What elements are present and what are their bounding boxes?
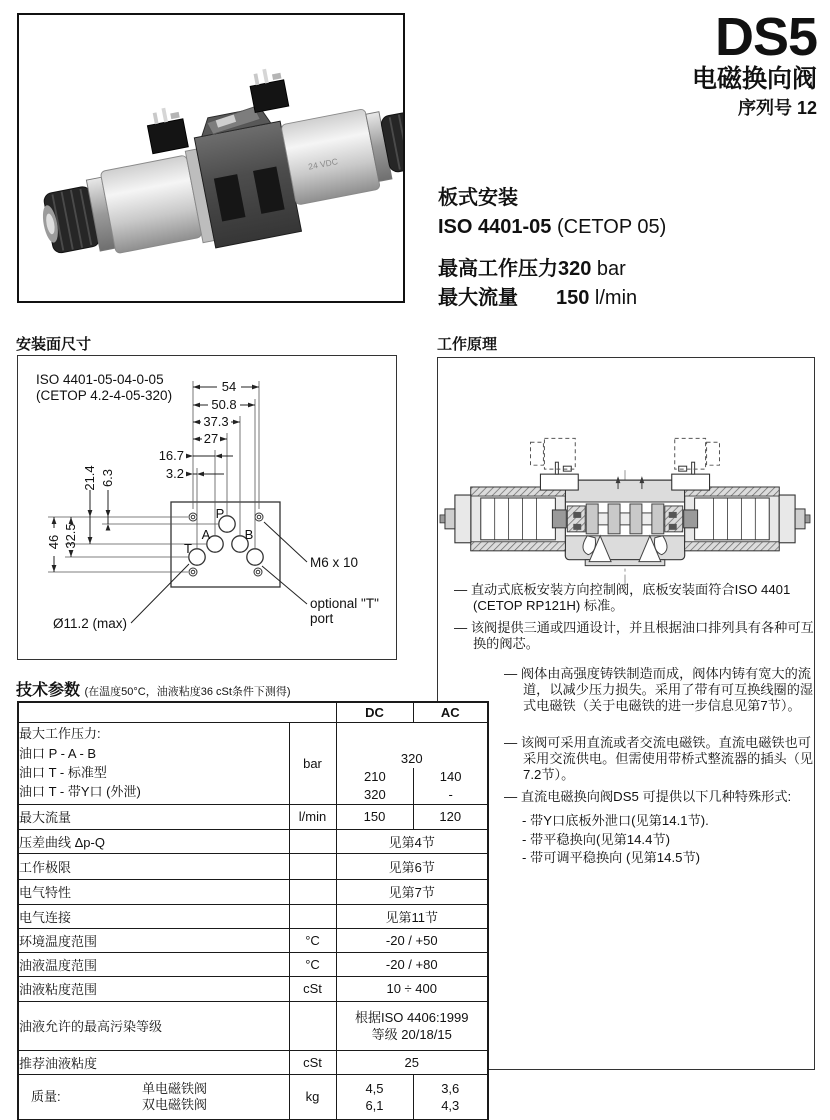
row-ac-value: 120 — [413, 804, 488, 829]
pressure-t-std-values — [337, 768, 488, 786]
flow-label: 最大流量 — [438, 287, 518, 309]
dim-32-5: 32.5 — [63, 523, 78, 549]
row-value: -20 / +80 — [336, 952, 488, 976]
m6-label: M6 x 10 — [310, 555, 359, 570]
row-value: -20 / +50 — [336, 928, 488, 952]
row-unit: cSt — [289, 1050, 336, 1074]
row-label: 电气特性 — [18, 879, 289, 904]
table-header-row — [18, 702, 488, 722]
row-label: 油液温度范围 — [18, 952, 289, 976]
mass-label: 质量: — [31, 1088, 61, 1104]
row-label: 最大流量 — [18, 804, 289, 829]
mounting-dimension-drawing — [18, 356, 396, 659]
bullet-marker: — — [504, 735, 518, 750]
table-row — [18, 904, 488, 928]
pressure-unit: bar — [591, 258, 626, 280]
dim-16-7: 16.7 — [158, 448, 184, 463]
mass-ac-single: 3,6 — [441, 1080, 460, 1096]
special-form-item: - 带平稳换向(见第14.4节) — [522, 831, 671, 847]
dim-46: 46 — [46, 534, 61, 550]
mass-ac-values — [413, 1074, 488, 1120]
table-row — [18, 879, 488, 904]
value-cell: 140 — [413, 768, 487, 786]
contamination-value — [337, 1009, 488, 1043]
pressure-t-y-values — [337, 786, 488, 804]
pressure-value: 320 — [558, 258, 592, 280]
standard-code: ISO 4401-05 — [438, 216, 552, 238]
row-dc-value: 150 — [336, 804, 413, 829]
right-end-cap — [779, 495, 795, 543]
special-forms-list — [522, 812, 709, 868]
mass-dc-single: 4,5 — [365, 1080, 384, 1096]
principle-section-title: 工作原理 — [437, 336, 498, 353]
right-armature — [684, 510, 698, 528]
dim-3-2: 3.2 — [165, 466, 184, 481]
row-value: 见第7节 — [336, 879, 488, 904]
cetop-code-label: (CETOP 4.2-4-05-320) — [36, 388, 173, 403]
row-unit: l/min — [289, 804, 336, 829]
contamination-line1: 根据ISO 4406:1999 — [355, 1009, 469, 1025]
mass-sublabels — [142, 1081, 207, 1114]
left-connector-section — [540, 474, 578, 490]
flow-value: 150 — [556, 287, 590, 309]
pressure-row-pab: 油口 P - A - B — [19, 745, 97, 761]
row-value: 25 — [336, 1050, 488, 1074]
table-row — [18, 952, 488, 976]
principle-bullet — [454, 620, 817, 652]
mass-double-label: 双电磁铁阀 — [142, 1097, 208, 1112]
port-b-label: B — [244, 527, 254, 542]
dim-37-3: 37.3 — [203, 414, 229, 429]
bullet-text: 该阀提供三通或四通设计，并且根据油口排列具有各种可互换的阀芯。 — [470, 620, 814, 651]
row-unit — [289, 904, 336, 928]
intro-block — [438, 184, 666, 313]
value-cell: 210 — [364, 769, 386, 784]
row-unit: °C — [289, 952, 336, 976]
optional-t-label-2: port — [310, 611, 334, 626]
specs-section-title — [16, 677, 291, 700]
mass-dc-double: 6,1 — [365, 1097, 384, 1113]
mass-label-cell — [18, 1074, 289, 1120]
row-unit: cSt — [289, 976, 336, 1001]
model-title: DS5 — [714, 7, 817, 67]
header-ac: AC — [413, 702, 488, 722]
mounting-drawing-frame — [17, 355, 397, 660]
table-row — [18, 976, 488, 1001]
dim-54: 54 — [221, 379, 237, 394]
pressure-label: 最高工作压力 — [438, 258, 558, 280]
pressure-values-cell — [336, 722, 488, 804]
bullet-marker: — — [504, 666, 518, 681]
iso-code-label: ISO 4401-05-04-0-05 — [36, 372, 164, 387]
mounting-standard — [438, 213, 666, 242]
row-value: 见第6节 — [336, 853, 488, 879]
bullet-text: 直动式底板安装方向控制阀，底板安装面符合ISO 4401 (CETOP RP121H) 标准。 — [470, 582, 791, 613]
bullet-text: 该阀可采用直流或者交流电磁铁。直流电磁铁也可采用交流供电。但需使用带桥式整流器的插头（见7.2节）。 — [520, 735, 814, 782]
right-plug-outline — [675, 438, 706, 469]
valve-photo-group — [23, 41, 403, 279]
row-value: 见第4节 — [336, 829, 488, 853]
row-unit — [289, 853, 336, 879]
bullet-marker: — — [454, 582, 468, 597]
coil-voltage-label: 24 VDC — [307, 156, 339, 172]
special-form-item: - 带Y口底板外泄口(见第14.1节). — [522, 813, 709, 828]
row-label: 电气连接 — [18, 904, 289, 928]
header-dc: DC — [336, 702, 413, 722]
standard-cetop: (CETOP 05) — [551, 216, 667, 238]
diameter-label: Ø11.2 (max) — [52, 616, 127, 631]
pressure-row-t-std: 油口 T - 标准型 — [19, 765, 107, 780]
principle-bullet — [454, 582, 817, 614]
specs-title-text: 技术参数 — [16, 682, 81, 699]
optional-t-circle — [247, 549, 263, 565]
max-flow-line — [438, 284, 666, 313]
row-label: 推荐油液粘度 — [18, 1050, 289, 1074]
optional-t-label-1: optional "T" — [310, 596, 379, 611]
principle-bullet — [504, 735, 819, 783]
left-end-cap — [455, 495, 471, 543]
table-row — [18, 829, 488, 853]
pressure-unit-cell: bar — [289, 722, 336, 804]
row-value: 10 ÷ 400 — [336, 976, 488, 1001]
row-unit — [289, 879, 336, 904]
value-cell: - — [413, 786, 487, 804]
port-a-label: A — [201, 527, 211, 542]
valve-section-diagram — [438, 394, 812, 606]
row-value: 见第11节 — [336, 904, 488, 928]
bullet-marker: — — [454, 620, 468, 635]
specs-title-note: (在温度50°C，油液粘度36 cSt条件下测得) — [84, 686, 291, 698]
product-name: 电磁换向阀 — [691, 65, 817, 93]
pressure-row-t-y: 油口 T - 带Y口 (外泄) — [19, 784, 141, 800]
dim-21-4: 21.4 — [82, 465, 97, 491]
header-empty-cell — [18, 702, 336, 722]
pressure-title: 最大工作压力: — [19, 726, 101, 742]
left-connector — [147, 119, 188, 154]
principle-frame — [437, 357, 815, 1070]
mounting-section-title: 安装面尺寸 — [16, 336, 92, 353]
mass-ac-double: 4,3 — [441, 1097, 460, 1113]
flow-unit: l/min — [589, 287, 638, 309]
brand-block — [691, 7, 817, 119]
max-pressure-line — [438, 255, 666, 284]
table-row-contamination — [18, 1001, 488, 1050]
row-label: 油液粘度范围 — [18, 976, 289, 1001]
port-t-label: T — [184, 541, 192, 556]
left-solenoid-tube — [100, 155, 202, 254]
bullet-text: 直流电磁换向阀DS5 可提供以下几种特殊形式: — [520, 789, 792, 804]
row-label: 压差曲线 Δp-Q — [18, 829, 289, 853]
value-cell: 320 — [364, 787, 386, 802]
bullet-marker: — — [504, 789, 518, 804]
row-value — [336, 1001, 488, 1050]
table-row-flow — [18, 804, 488, 829]
principle-bullet — [504, 666, 819, 714]
table-row-mass — [18, 1074, 488, 1120]
pressure-labels — [18, 722, 289, 804]
product-photo-frame — [17, 13, 405, 303]
row-label: 环境温度范围 — [18, 928, 289, 952]
right-connector-section — [672, 474, 710, 490]
dim-6-3: 6.3 — [100, 468, 115, 488]
bullet-text: 阀体由高强度铸铁制造而成，阀体内铸有宽大的流道，以减少压力损失。采用了带有可互换线圈的湿式电磁铁（关于电磁铁的进一步信息见第7节）。 — [520, 666, 814, 713]
mounting-type: 板式安装 — [438, 187, 518, 209]
row-unit: °C — [289, 928, 336, 952]
row-unit: kg — [289, 1074, 336, 1120]
table-row-viscosity — [18, 1050, 488, 1074]
dim-50-8: 50.8 — [211, 397, 237, 412]
left-armature — [552, 510, 566, 528]
left-plug-outline — [544, 438, 575, 469]
port-p-label: P — [215, 506, 225, 521]
mass-single-label: 单电磁铁阀 — [142, 1080, 208, 1096]
special-form-item: - 带可调平稳换向 (见第14.5节) — [522, 850, 701, 865]
mass-dc-values — [336, 1074, 413, 1120]
specs-table-wrap — [17, 701, 489, 1120]
row-unit — [289, 829, 336, 853]
dim-27: 27 — [203, 431, 219, 446]
pressure-pab-value: 320 — [400, 750, 423, 766]
product-photo — [19, 15, 403, 301]
table-row — [18, 853, 488, 879]
row-label: 工作极限 — [18, 853, 289, 879]
table-row — [18, 928, 488, 952]
row-label: 油液允许的最高污染等级 — [18, 1001, 289, 1050]
contamination-line2: 等级 20/18/15 — [371, 1026, 452, 1042]
principle-bullet — [504, 789, 829, 805]
specs-table — [17, 701, 489, 1120]
table-row-pressure — [18, 722, 488, 804]
series-number: 序列号 12 — [737, 98, 817, 118]
row-unit — [289, 1001, 336, 1050]
